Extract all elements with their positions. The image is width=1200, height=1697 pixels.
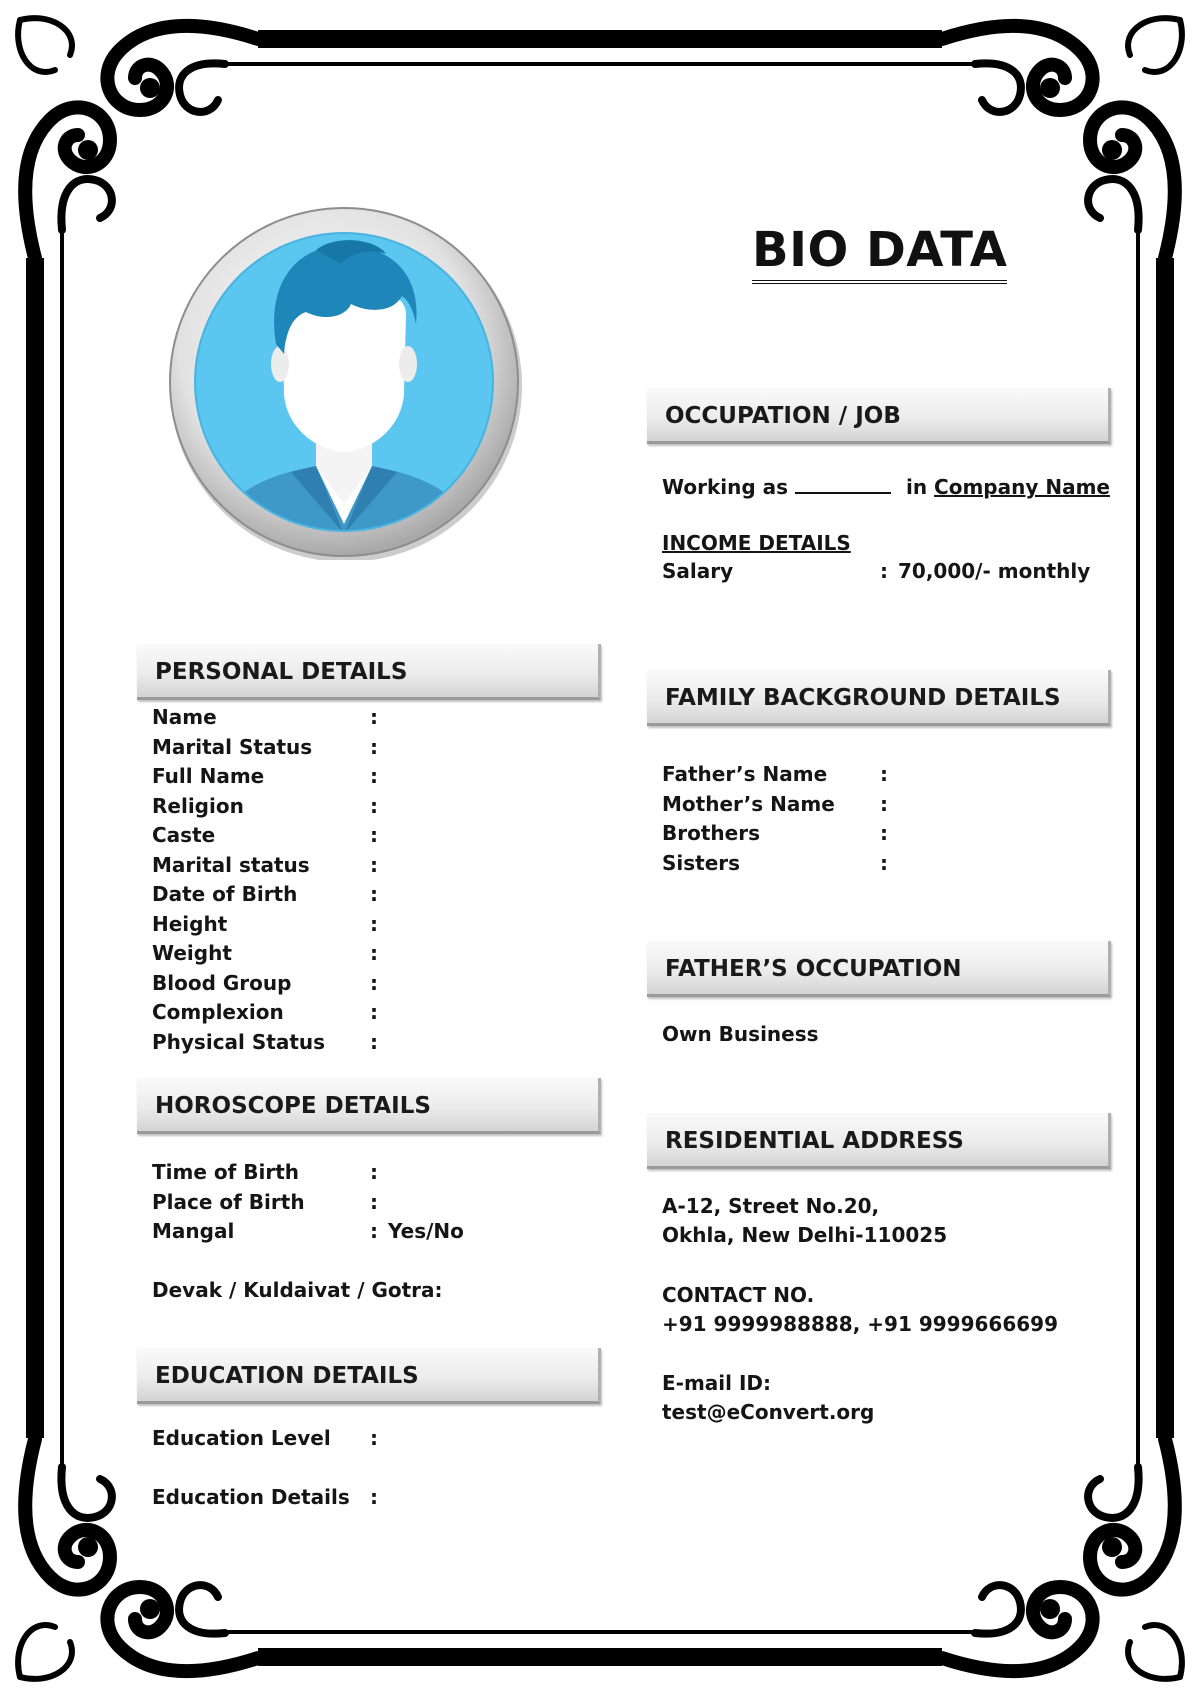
- personal-detail-row: [152, 705, 572, 734]
- personal-detail-colon: :: [370, 823, 378, 847]
- working-as-line: [662, 472, 1110, 499]
- contact-value: +91 9999988888, +91 9999666699: [662, 1312, 1058, 1336]
- residential-address-header-label: RESIDENTIAL ADDRESS: [665, 1128, 964, 1154]
- horoscope-detail-row: [152, 1160, 572, 1189]
- education-detail-label: Education Details: [152, 1485, 350, 1509]
- personal-detail-colon: :: [370, 970, 378, 995]
- education-detail-row: [152, 1426, 572, 1455]
- personal-detail-label: Weight: [152, 941, 232, 965]
- personal-detail-row: [152, 764, 572, 793]
- education-detail-row: [152, 1485, 572, 1514]
- horoscope-detail-colon: :: [370, 1189, 378, 1214]
- family-detail-row: [662, 821, 1082, 850]
- occupation-header: [647, 388, 1111, 444]
- personal-details-header-label: PERSONAL DETAILS: [155, 659, 408, 685]
- gotra-label: Devak / Kuldaivat / Gotra:: [152, 1278, 443, 1302]
- personal-detail-row: [152, 853, 572, 882]
- personal-detail-colon: :: [370, 911, 378, 936]
- family-detail-label: Sisters: [662, 850, 741, 875]
- family-detail-colon: :: [880, 762, 888, 786]
- income-details-heading: INCOME DETAILS: [662, 531, 851, 555]
- page-title: BIO DATA: [752, 222, 1007, 284]
- salary-value: 70,000/- monthly: [898, 559, 1091, 583]
- family-detail-label: Brothers: [662, 821, 760, 845]
- horoscope-detail-label: Place of Birth: [152, 1189, 305, 1214]
- personal-details-header: [137, 644, 601, 700]
- personal-detail-colon: :: [370, 1000, 378, 1024]
- personal-detail-colon: :: [370, 734, 378, 759]
- horoscope-detail-colon: :: [370, 1219, 378, 1243]
- horoscope-detail-row: [152, 1190, 572, 1219]
- family-detail-colon: :: [880, 821, 888, 845]
- family-detail-colon: :: [880, 850, 888, 875]
- family-background-header: [647, 670, 1111, 726]
- personal-detail-colon: :: [370, 941, 378, 965]
- horoscope-detail-label: Time of Birth: [152, 1160, 300, 1184]
- personal-detail-row: [152, 794, 572, 823]
- occupation-header-label: OCCUPATION / JOB: [665, 403, 901, 429]
- address-line-1: A-12, Street No.20,: [662, 1194, 880, 1218]
- family-detail-label: Mother’s Name: [662, 791, 835, 816]
- personal-detail-row: [152, 823, 572, 852]
- personal-detail-row: [152, 882, 572, 911]
- education-details-header-label: EDUCATION DETAILS: [155, 1363, 419, 1389]
- personal-detail-row: [152, 1030, 572, 1059]
- personal-detail-row: [152, 912, 572, 941]
- salary-label: Salary: [662, 559, 734, 583]
- personal-detail-label: Name: [152, 705, 217, 729]
- personal-detail-label: Full Name: [152, 764, 265, 788]
- personal-detail-label: Marital status: [152, 852, 310, 877]
- personal-detail-colon: :: [370, 764, 378, 788]
- horoscope-detail-value[interactable]: Yes/No: [388, 1219, 464, 1243]
- personal-detail-row: [152, 1000, 572, 1029]
- family-detail-label: Father’s Name: [662, 762, 828, 786]
- company-name: Company Name: [934, 475, 1110, 499]
- personal-detail-label: Religion: [152, 793, 244, 818]
- education-detail-colon: :: [370, 1426, 378, 1450]
- horoscope-detail-label: Mangal: [152, 1219, 235, 1243]
- profile-photo-avatar[interactable]: [166, 204, 522, 560]
- personal-detail-colon: :: [370, 852, 378, 877]
- education-detail-colon: :: [370, 1485, 378, 1509]
- contact-label: CONTACT NO.: [662, 1283, 815, 1307]
- email-label: E-mail ID:: [662, 1371, 772, 1395]
- personal-detail-row: [152, 941, 572, 970]
- personal-detail-label: Caste: [152, 823, 216, 847]
- salary-colon: :: [880, 559, 888, 583]
- personal-detail-label: Physical Status: [152, 1029, 326, 1054]
- personal-detail-label: Blood Group: [152, 970, 292, 995]
- fathers-occupation-header-label: FATHER’S OCCUPATION: [665, 956, 962, 982]
- personal-detail-label: Date of Birth: [152, 882, 298, 906]
- residential-address-header: [647, 1113, 1111, 1169]
- education-details-header: [137, 1348, 601, 1404]
- fathers-occupation-header: [647, 941, 1111, 997]
- personal-detail-row: [152, 735, 572, 764]
- horoscope-details-header: [137, 1078, 601, 1134]
- working-as-label: Working as: [662, 475, 789, 499]
- family-detail-row: [662, 762, 1082, 791]
- address-line-2: Okhla, New Delhi-110025: [662, 1223, 948, 1247]
- in-label: in: [905, 475, 928, 499]
- personal-detail-row: [152, 971, 572, 1000]
- horoscope-details-header-label: HOROSCOPE DETAILS: [155, 1093, 431, 1119]
- personal-detail-label: Complexion: [152, 1000, 284, 1024]
- horoscope-detail-row: [152, 1219, 572, 1248]
- family-background-header-label: FAMILY BACKGROUND DETAILS: [665, 685, 1061, 711]
- personal-detail-colon: :: [370, 793, 378, 818]
- family-detail-row: [662, 792, 1082, 821]
- personal-detail-label: Marital Status: [152, 734, 313, 759]
- fathers-occupation-value: Own Business: [662, 1022, 819, 1046]
- email-value[interactable]: test@eConvert.org: [662, 1400, 875, 1424]
- family-detail-row: [662, 851, 1082, 880]
- personal-detail-colon: :: [370, 1029, 378, 1054]
- personal-detail-label: Height: [152, 911, 228, 936]
- horoscope-detail-colon: :: [370, 1160, 378, 1184]
- salary-row: [662, 559, 1112, 588]
- job-title-blank[interactable]: [795, 472, 891, 494]
- personal-detail-colon: :: [370, 882, 378, 906]
- personal-detail-colon: :: [370, 705, 378, 729]
- education-detail-label: Education Level: [152, 1426, 331, 1450]
- family-detail-colon: :: [880, 791, 888, 816]
